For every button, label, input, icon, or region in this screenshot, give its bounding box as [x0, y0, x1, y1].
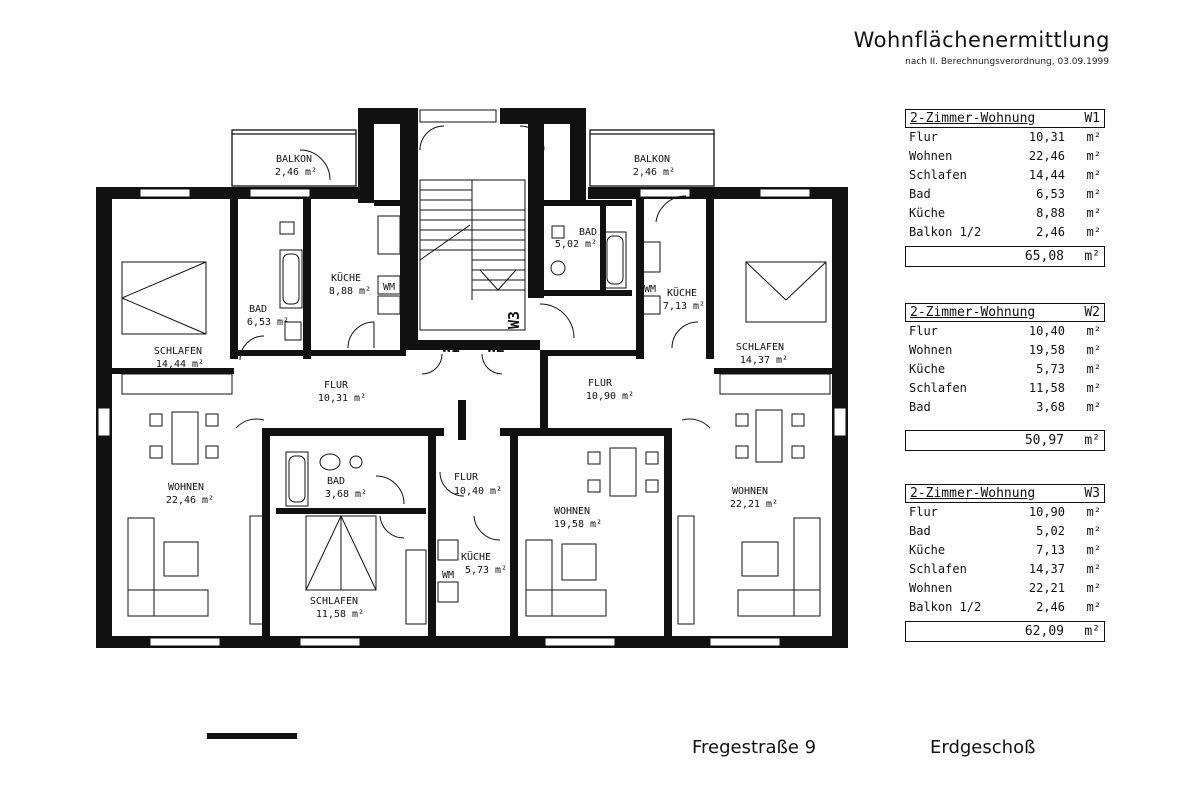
label-kueche-w3: KÜCHE	[666, 288, 698, 299]
label-bad-w2-area: 3,68 m²	[324, 489, 368, 500]
label-wm-w3: WM	[643, 284, 657, 295]
area-table-w2	[905, 303, 1105, 451]
label-schlafen-w1-area: 14,44 m²	[155, 359, 205, 370]
label-wm-w2: WM	[441, 570, 455, 581]
room-name: Wohnen	[909, 149, 953, 163]
room-unit: m²	[1086, 168, 1101, 182]
table-header-w2	[905, 303, 1105, 322]
label-wm-w1: WM	[382, 282, 396, 293]
total-unit: m²	[1084, 249, 1100, 264]
total-area: 62,09	[1024, 624, 1064, 639]
room-name: Schlafen	[909, 381, 967, 395]
room-unit: m²	[1086, 149, 1101, 163]
room-area: 5,73	[1036, 362, 1065, 376]
room-area: 8,88	[1036, 206, 1065, 220]
table-total-w3	[905, 621, 1105, 642]
table-row	[905, 360, 1105, 379]
room-name: Schlafen	[909, 562, 967, 576]
label-schlafen-w2-area: 11,58 m²	[315, 609, 365, 620]
room-name: Bad	[909, 524, 931, 538]
label-wohnen-w2: WOHNEN	[553, 506, 591, 517]
label-w3: W3	[505, 310, 523, 330]
room-name: Küche	[909, 362, 946, 376]
table-row	[905, 147, 1105, 166]
room-name: Balkon 1/2	[909, 600, 982, 614]
room-name: Küche	[909, 543, 946, 557]
label-flur-w2: FLUR	[453, 472, 479, 483]
table-row	[905, 579, 1105, 598]
table-name-w1: 2-Zimmer-Wohnung	[910, 111, 1036, 126]
label-wohnen-w1-area: 22,46 m²	[165, 495, 215, 506]
label-kueche-w2-area: 5,73 m²	[464, 565, 508, 576]
room-unit: m²	[1086, 206, 1101, 220]
room-area: 10,90	[1028, 505, 1065, 519]
room-area: 19,58	[1028, 343, 1065, 357]
total-area: 65,08	[1024, 249, 1064, 264]
label-flur-w2-area: 10,40 m²	[453, 486, 503, 497]
label-bad-w3-area: 5,02 m²	[554, 239, 598, 250]
table-row	[905, 522, 1105, 541]
table-total-w2	[905, 430, 1105, 451]
label-w1: W1	[441, 338, 461, 356]
furniture-beds	[122, 262, 826, 590]
label-flur-w3: FLUR	[587, 378, 613, 389]
room-unit: m²	[1086, 543, 1101, 557]
table-row	[905, 204, 1105, 223]
table-row	[905, 185, 1105, 204]
room-unit: m²	[1086, 343, 1101, 357]
room-name: Wohnen	[909, 581, 953, 595]
label-kueche-w3-area: 7,13 m²	[662, 301, 706, 312]
room-unit: m²	[1086, 581, 1101, 595]
room-area: 22,46	[1028, 149, 1065, 163]
room-area: 11,58	[1028, 381, 1065, 395]
label-wohnen-w3: WOHNEN	[731, 486, 769, 497]
room-unit: m²	[1086, 400, 1101, 414]
table-header-w3	[905, 484, 1105, 503]
room-area: 14,37	[1028, 562, 1065, 576]
label-w2: W2	[486, 338, 506, 356]
table-code-w2: W2	[1084, 305, 1100, 320]
room-area: 22,21	[1028, 581, 1065, 595]
label-kueche-w1-area: 8,88 m²	[328, 286, 372, 297]
label-bad-w2: BAD	[326, 476, 346, 487]
total-area: 50,97	[1024, 433, 1064, 448]
label-bad-w3: BAD	[578, 227, 598, 238]
label-wohnen-w1: WOHNEN	[167, 482, 205, 493]
room-unit: m²	[1086, 381, 1101, 395]
label-flur-w3-area: 10,90 m²	[585, 391, 635, 402]
table-code-w3: W3	[1084, 486, 1100, 501]
table-row	[905, 398, 1105, 417]
room-area: 3,68	[1036, 400, 1065, 414]
table-row	[905, 379, 1105, 398]
label-balkon-right-area: 2,46 m²	[632, 167, 676, 178]
table-total-w1	[905, 246, 1105, 267]
page-title: Wohnflächenermittlung	[853, 28, 1110, 52]
label-wohnen-w2-area: 19,58 m²	[553, 519, 603, 530]
room-unit: m²	[1086, 324, 1101, 338]
room-area: 2,46	[1036, 600, 1065, 614]
room-name: Bad	[909, 187, 931, 201]
label-balkon-right: BALKON	[633, 154, 671, 165]
room-unit: m²	[1086, 362, 1101, 376]
room-name: Flur	[909, 505, 938, 519]
room-area: 10,31	[1028, 130, 1065, 144]
table-row	[905, 503, 1105, 522]
furniture-bath	[280, 222, 626, 506]
room-name: Bad	[909, 400, 931, 414]
table-row	[905, 128, 1105, 147]
total-unit: m²	[1084, 433, 1100, 448]
room-unit: m²	[1086, 225, 1101, 239]
label-flur-w1: FLUR	[323, 380, 349, 391]
room-name: Flur	[909, 324, 938, 338]
area-table-w3	[905, 484, 1105, 642]
room-unit: m²	[1086, 600, 1101, 614]
table-row	[905, 598, 1105, 617]
scale-bar	[207, 733, 297, 739]
room-name: Balkon 1/2	[909, 225, 982, 239]
room-area: 2,46	[1036, 225, 1065, 239]
room-unit: m²	[1086, 187, 1101, 201]
table-row	[905, 322, 1105, 341]
room-area: 7,13	[1036, 543, 1065, 557]
room-area: 6,53	[1036, 187, 1065, 201]
area-table-w1	[905, 109, 1105, 267]
label-wohnen-w3-area: 22,21 m²	[729, 499, 779, 510]
table-row	[905, 560, 1105, 579]
table-row	[905, 341, 1105, 360]
label-bad-w1: BAD	[248, 304, 268, 315]
page-subtitle: nach II. Berechnungsverordnung, 03.09.1999	[905, 57, 1109, 67]
table-row	[905, 541, 1105, 560]
label-balkon-left: BALKON	[275, 154, 313, 165]
label-bad-w1-area: 6,53 m²	[246, 317, 290, 328]
room-area: 5,02	[1036, 524, 1065, 538]
room-area: 14,44	[1028, 168, 1065, 182]
room-name: Küche	[909, 206, 946, 220]
label-schlafen-w3: SCHLAFEN	[735, 342, 785, 353]
label-kueche-w2: KÜCHE	[460, 552, 492, 563]
label-schlafen-w1: SCHLAFEN	[153, 346, 203, 357]
label-balkon-left-area: 2,46 m²	[274, 167, 318, 178]
room-unit: m²	[1086, 505, 1101, 519]
room-name: Schlafen	[909, 168, 967, 182]
table-row	[905, 223, 1105, 242]
footer-address: Fregestraße 9	[692, 737, 817, 758]
table-header-w1	[905, 109, 1105, 128]
room-unit: m²	[1086, 562, 1101, 576]
label-kueche-w1: KÜCHE	[330, 273, 362, 284]
table-name-w3: 2-Zimmer-Wohnung	[910, 486, 1036, 501]
label-flur-w1-area: 10,31 m²	[317, 393, 367, 404]
label-schlafen-w3-area: 14,37 m²	[739, 355, 789, 366]
table-code-w1: W1	[1084, 111, 1100, 126]
label-schlafen-w2: SCHLAFEN	[309, 596, 359, 607]
room-name: Flur	[909, 130, 938, 144]
staircase	[420, 180, 525, 330]
room-unit: m²	[1086, 524, 1101, 538]
room-area: 10,40	[1028, 324, 1065, 338]
table-name-w2: 2-Zimmer-Wohnung	[910, 305, 1036, 320]
room-name: Wohnen	[909, 343, 953, 357]
room-unit: m²	[1086, 130, 1101, 144]
furniture-living	[128, 410, 820, 616]
total-unit: m²	[1084, 624, 1100, 639]
footer-floor: Erdgeschoß	[930, 737, 1036, 758]
table-row	[905, 166, 1105, 185]
furniture-wardrobes	[122, 374, 830, 624]
